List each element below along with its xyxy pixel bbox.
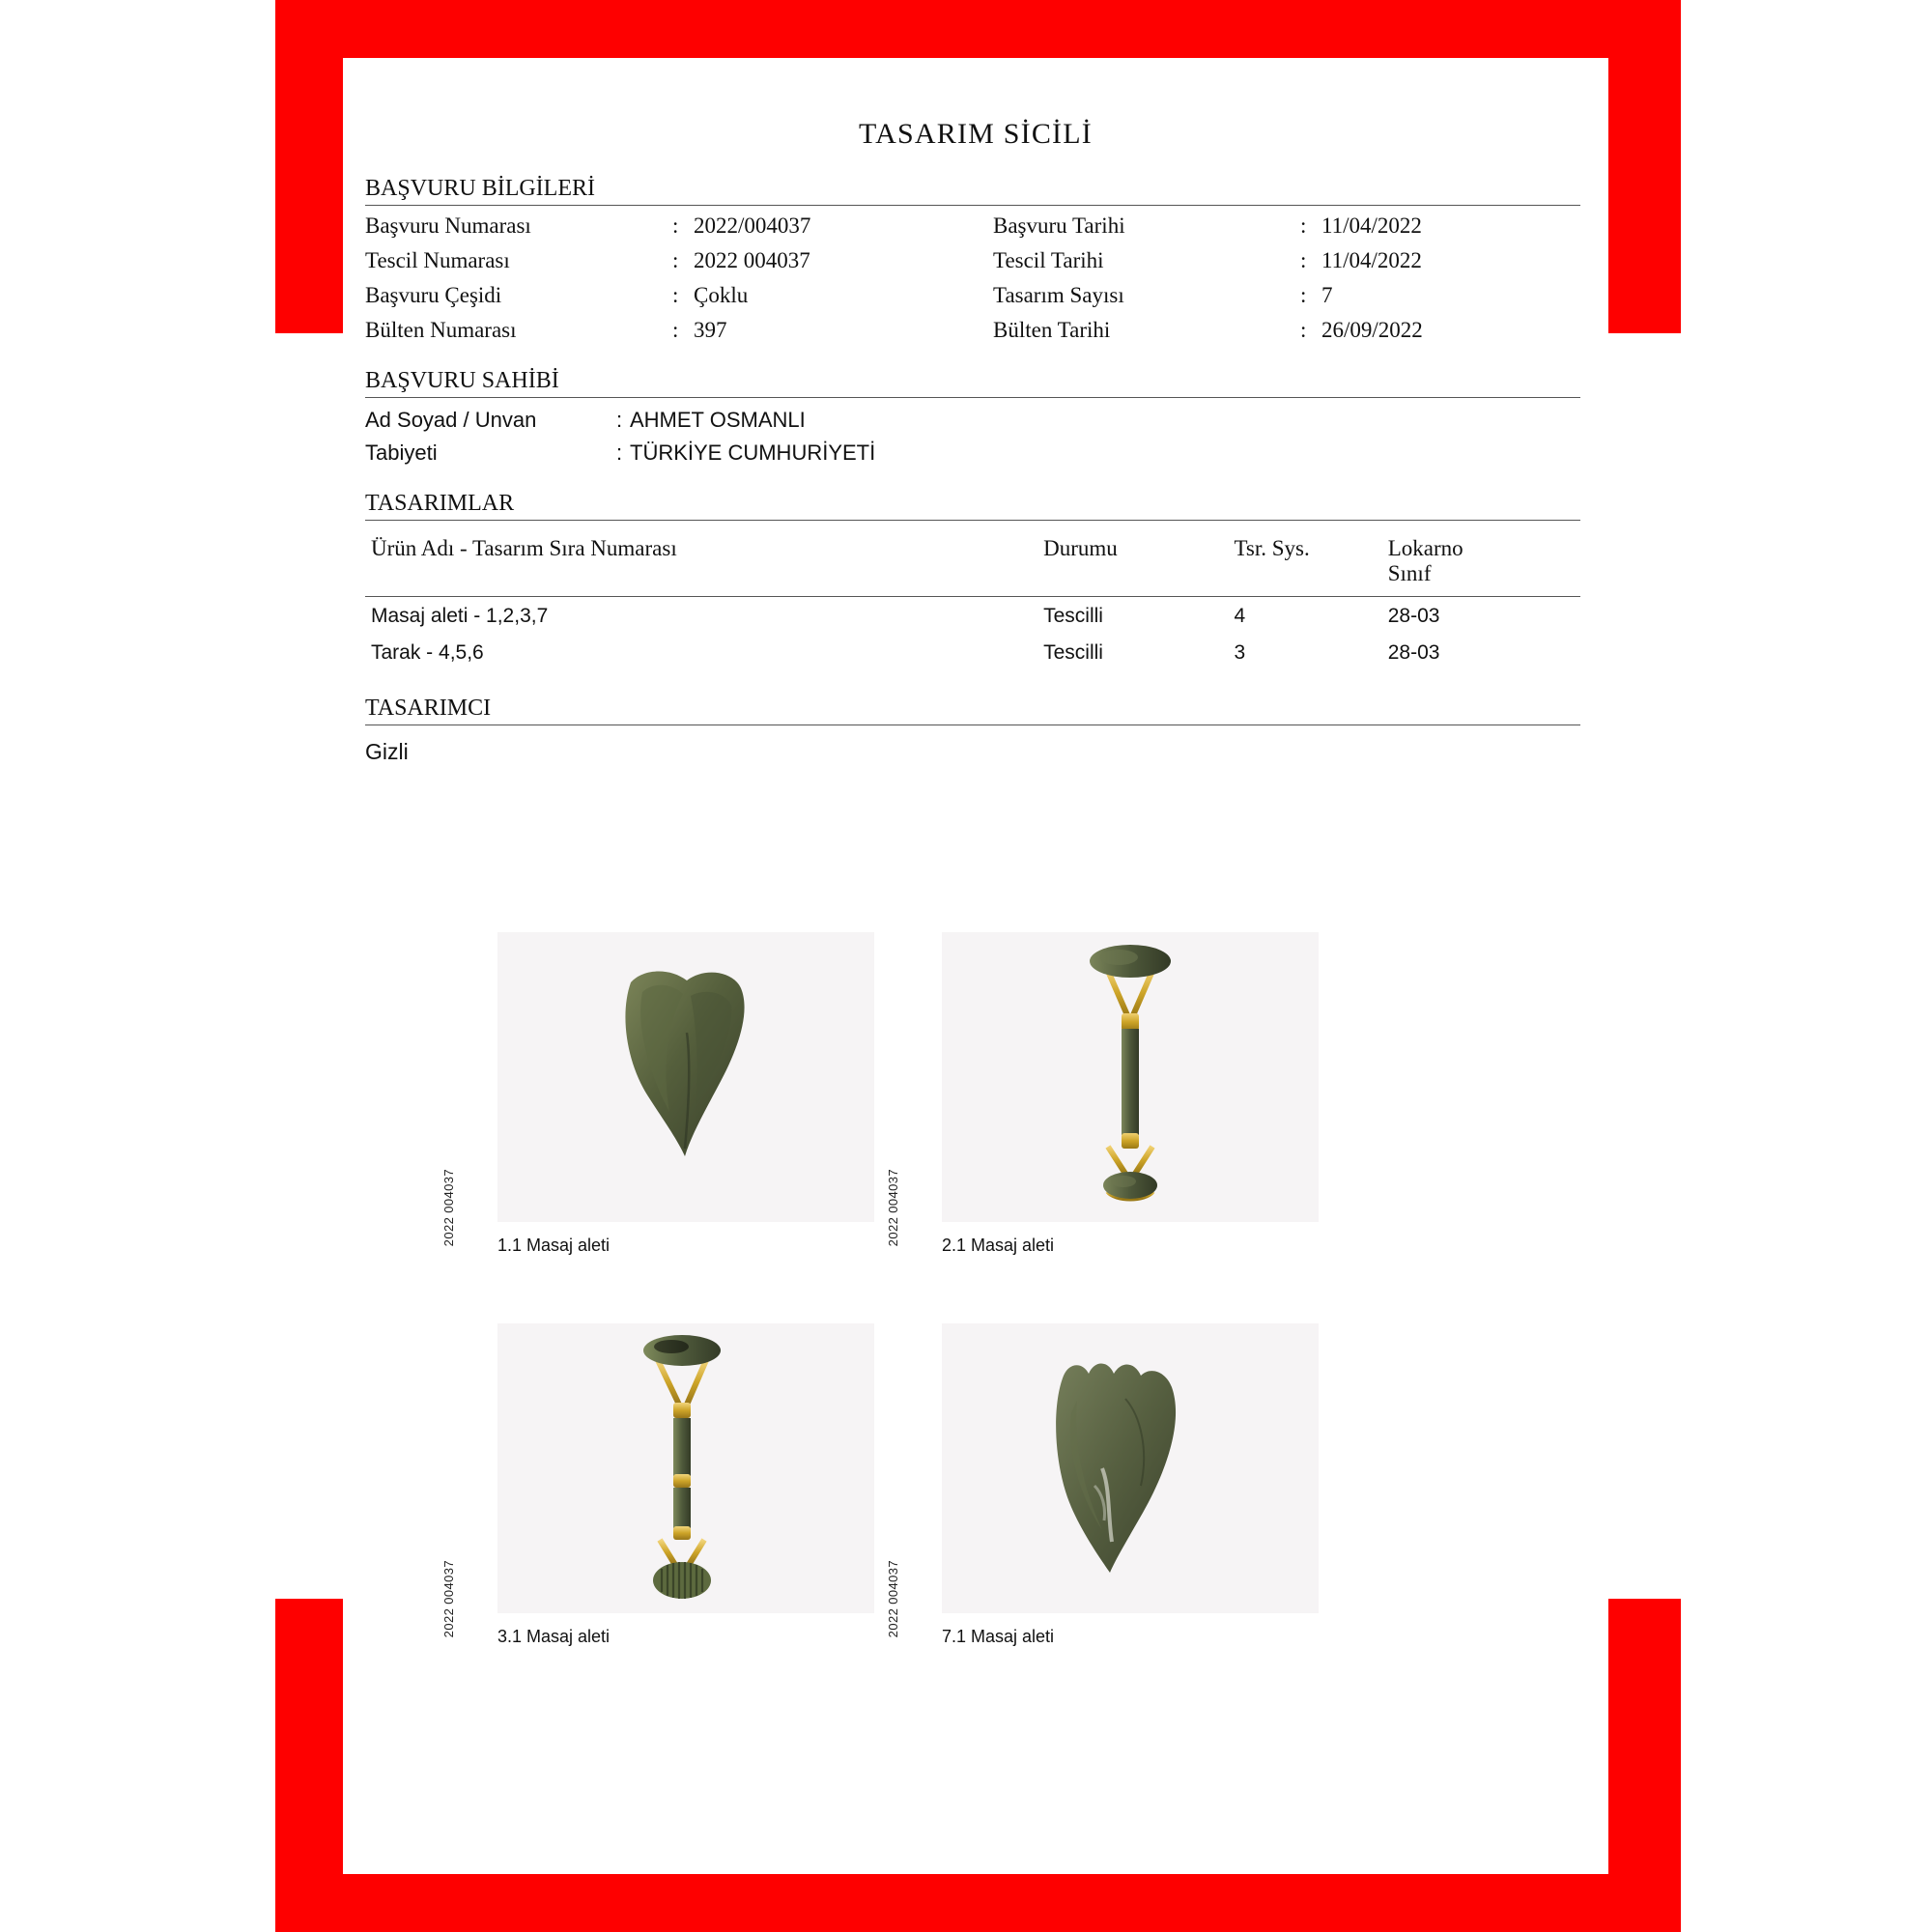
label-registration-date: Tescil Tarihi (993, 248, 1104, 272)
section-heading-owner: BAŞVURU SAHİBİ (365, 368, 1580, 398)
value-bulletin-date: 26/09/2022 (1321, 318, 1423, 342)
designs-table (365, 532, 1580, 670)
figure-code-4: 2022 004037 (886, 1559, 900, 1637)
cell-product-name-1: Masaj aleti - 1,2,3,7 (371, 605, 549, 627)
cell-product-name-2: Tarak - 4,5,6 (371, 641, 484, 664)
colon-7: : (672, 318, 679, 342)
cell-status-2: Tescilli (1043, 641, 1103, 664)
table-row (365, 597, 1580, 635)
figure-row-2 (440, 1323, 1608, 1647)
figure-cell-3 (440, 1323, 884, 1647)
label-bulletin-number: Bülten Numarası (365, 318, 517, 342)
cell-locarno-2: 28-03 (1387, 641, 1440, 664)
value-design-count: 7 (1321, 283, 1333, 307)
label-application-number: Başvuru Numarası (365, 213, 531, 238)
figure-code-2: 2022 004037 (886, 1168, 900, 1246)
figure-image-3 (497, 1323, 874, 1613)
figure-image-2 (942, 932, 1319, 1222)
section-heading-application-info: BAŞVURU BİLGİLERİ (365, 176, 1580, 206)
section-heading-designs: TASARIMLAR (365, 491, 1580, 521)
colon-8: : (1300, 318, 1307, 342)
colon-6: : (1300, 283, 1307, 307)
figure-row-1 (440, 932, 1608, 1256)
value-bulletin-number: 397 (694, 318, 727, 342)
figure-image-4 (942, 1323, 1319, 1613)
registry-document (343, 58, 1608, 1874)
colon-4: : (1300, 248, 1307, 272)
value-owner-name: AHMET OSMANLI (630, 408, 806, 432)
value-application-type: Çoklu (694, 283, 749, 307)
figure-caption-3: 3.1 Masaj aleti (497, 1627, 611, 1646)
gua-sha-foot-icon (942, 1323, 1319, 1613)
label-application-type: Başvuru Çeşidi (365, 283, 502, 307)
cell-count-2: 3 (1234, 641, 1246, 664)
label-owner-name: Ad Soyad / Unvan (365, 408, 537, 432)
red-accent-bar-bottom (275, 1874, 1681, 1932)
jade-roller-double-icon (942, 932, 1319, 1222)
column-header-locarno (1378, 532, 1580, 597)
column-header-product-name: Ürün Adı - Tasarım Sıra Numarası (371, 536, 677, 560)
gua-sha-heart-icon (497, 932, 874, 1222)
designer-value: Gizli (365, 739, 409, 764)
design-figures (343, 932, 1608, 1693)
label-registration-number: Tescil Numarası (365, 248, 510, 272)
jade-roller-ribbed-icon (497, 1323, 874, 1613)
red-accent-bar-top (275, 0, 1681, 58)
value-application-date: 11/04/2022 (1321, 213, 1422, 238)
figure-cell-1 (440, 932, 884, 1256)
table-row (365, 634, 1580, 670)
figure-code-1: 2022 004037 (441, 1168, 456, 1246)
figure-cell-2 (884, 932, 1328, 1256)
label-bulletin-date: Bülten Tarihi (993, 318, 1111, 342)
section-heading-designer: TASARIMCI (365, 696, 1580, 725)
value-registration-date: 11/04/2022 (1321, 248, 1422, 272)
cell-status-1: Tescilli (1043, 605, 1103, 627)
colon-owner-name: : (616, 408, 623, 432)
colon-1: : (672, 213, 679, 238)
colon-5: : (672, 283, 679, 307)
label-owner-nationality: Tabiyeti (365, 440, 438, 465)
column-header-locarno-line2: Sınıf (1387, 561, 1432, 585)
cell-locarno-1: 28-03 (1387, 605, 1440, 627)
label-design-count: Tasarım Sayısı (993, 283, 1124, 307)
figure-caption-4: 7.1 Masaj aleti (942, 1627, 1055, 1646)
colon-3: : (672, 248, 679, 272)
figure-caption-2: 2.1 Masaj aleti (942, 1236, 1055, 1255)
figure-cell-4 (884, 1323, 1328, 1647)
page-title: TASARIM SİCİLİ (859, 118, 1093, 150)
colon-2: : (1300, 213, 1307, 238)
value-owner-nationality: TÜRKİYE CUMHURİYETİ (630, 440, 876, 465)
label-application-date: Başvuru Tarihi (993, 213, 1125, 238)
designs-table-header-row (365, 532, 1580, 597)
cell-count-1: 4 (1234, 605, 1246, 627)
colon-owner-nationality: : (616, 440, 623, 465)
value-application-number: 2022/004037 (694, 213, 811, 238)
owner-info-grid (365, 408, 1331, 466)
column-header-locarno-line1: Lokarno (1387, 536, 1463, 560)
figure-code-3: 2022 004037 (441, 1559, 456, 1637)
column-header-design-count: Tsr. Sys. (1234, 536, 1310, 560)
figure-caption-1: 1.1 Masaj aleti (497, 1236, 611, 1255)
value-registration-number: 2022 004037 (694, 248, 810, 272)
column-header-status: Durumu (1043, 536, 1118, 560)
figure-image-1 (497, 932, 874, 1222)
application-info-grid (365, 213, 1582, 343)
